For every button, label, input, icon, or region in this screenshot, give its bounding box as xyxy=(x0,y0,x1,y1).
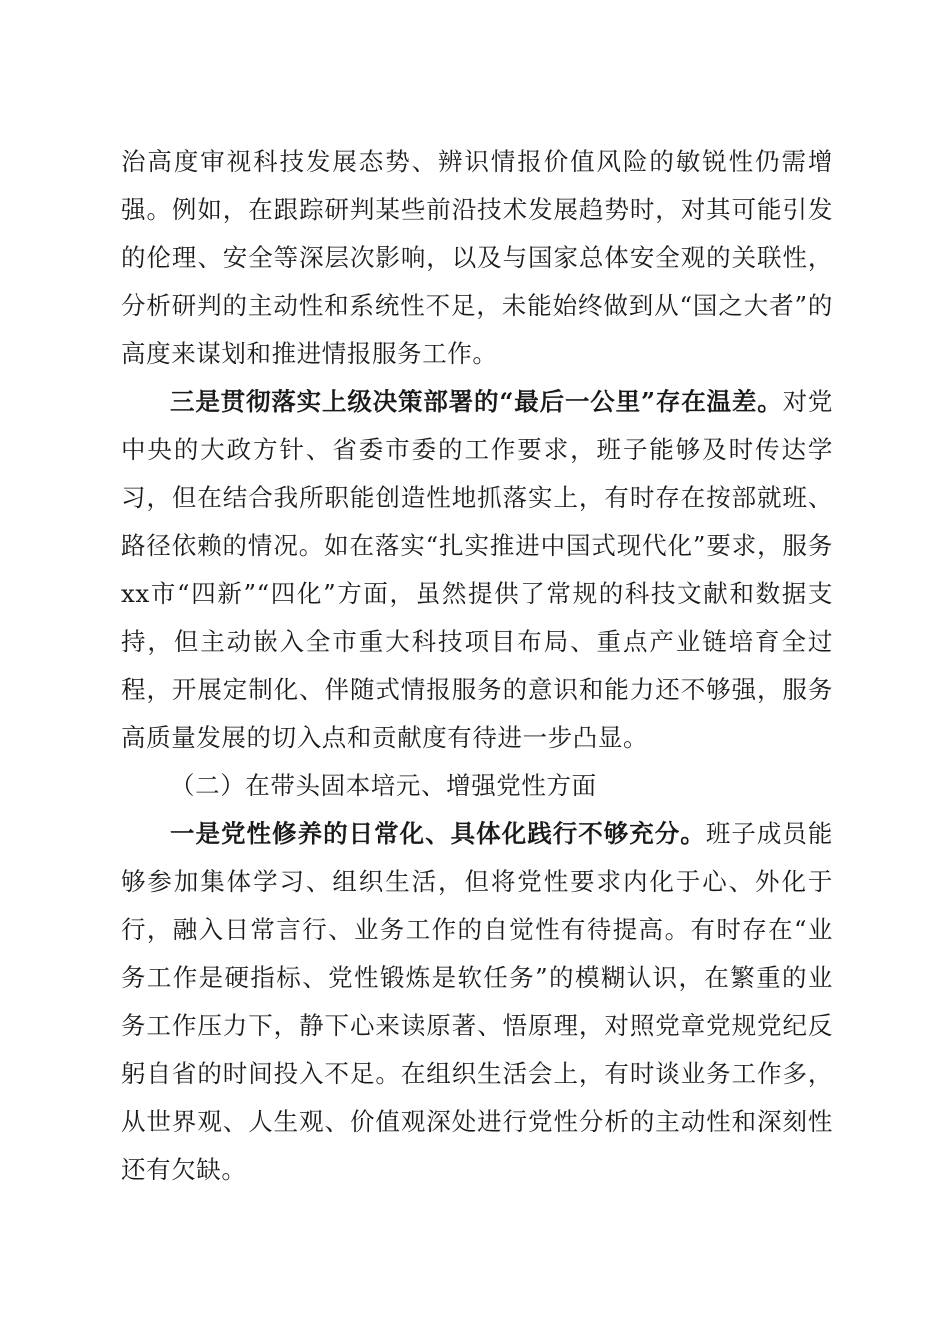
paragraph-text: 对党中央的大政方针、省委市委的工作要求，班子能够及时传达学习，但在结合我所职能创造性地抓落实上，有时存在按部就班、路径依赖的情况。如在落实“扎实推进中国式现代化”要求，服务xx市“四新”“四化”方面，虽然提供了常规的科技文献和数据支持，但主动嵌入全市重大科技项目布局、重点产业链培育全过程，开展定制化、伴随式情报服务的意识和能力还不够强，服务高质量发展的切入点和贡献度有待进一步凸显。 xyxy=(121,387,833,752)
paragraph-text: 治高度审视科技发展态势、辨识情报价值风险的敏锐性仍需增强。例如，在跟踪研判某些前沿技术发展趋势时，对其可能引发的伦理、安全等深层次影响，以及与国家总体安全观的关联性，分析研判的主动性和系统性不足，未能始终做到从“国之大者”的高度来谋划和推进情报服务工作。 xyxy=(121,147,833,368)
section-heading: （二）在带头固本培元、增强党性方面 xyxy=(170,771,597,800)
paragraph-point-one xyxy=(121,810,833,1194)
paragraph-continuation xyxy=(121,138,833,378)
paragraph-lead: 一是党性修养的日常化、具体化践行不够充分。 xyxy=(170,819,706,848)
paragraph-point-three xyxy=(121,378,833,762)
paragraph-lead: 三是贯彻落实上级决策部署的“最后一公里”存在温差。 xyxy=(170,387,783,416)
document-body xyxy=(121,138,833,1194)
paragraph-text: 班子成员能够参加集体学习、组织生活，但将党性要求内化于心、外化于行，融入日常言行、业务工作的自觉性有待提高。有时存在“业务工作是硬指标、党性锻炼是软任务”的模糊认识，在繁重的业务工作压力下，静下心来读原著、悟原理，对照党章党规党纪反躬自省的时间投入不足。在组织生活会上，有时谈业务工作多，从世界观、人生观、价值观深处进行党性分析的主动性和深刻性还有欠缺。 xyxy=(121,819,833,1184)
